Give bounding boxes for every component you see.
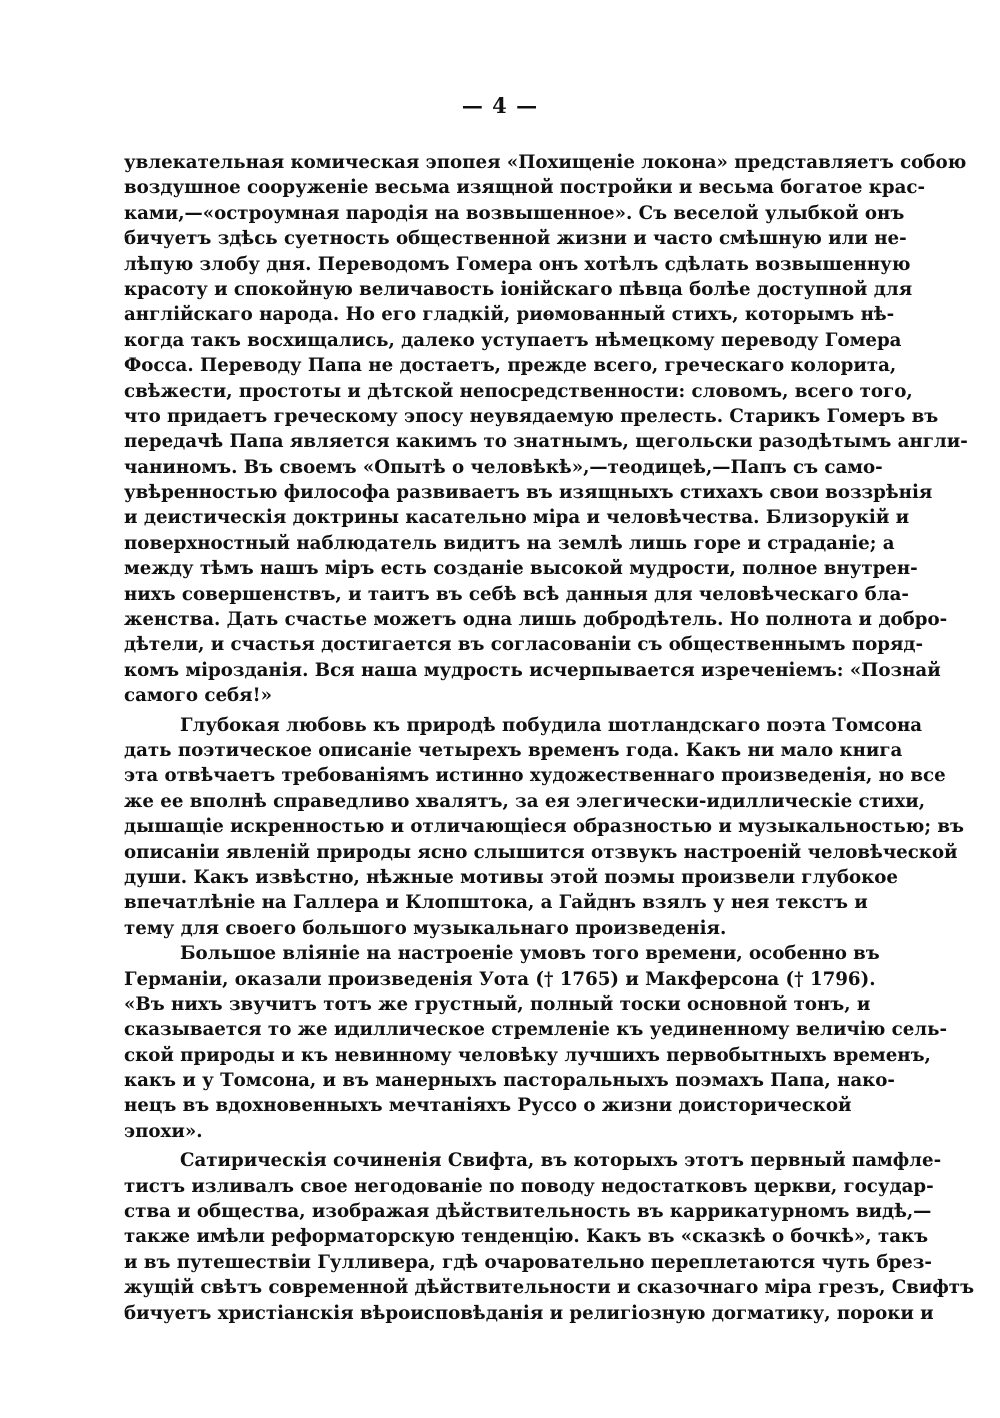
text-line: Германіи, оказали произведенія Уота († 1765) и Макферсона († 1796). (124, 968, 876, 990)
text-line: какъ и у Томсона, и въ манерныхъ пасторальныхъ поэмахъ Папа, нако- (124, 1070, 895, 1092)
text-line: комъ мірозданія. Вся наша мудрость исчерпывается изреченіемъ: «Познай (124, 659, 941, 681)
text-line: поверхностный наблюдатель видитъ на землѣ лишь горе и страданіе; а (124, 532, 895, 554)
text-line: женства. Дать счастье можетъ одна лишь добродѣтель. Но полнота и добро- (124, 609, 948, 631)
text-line: чаниномъ. Въ своемъ «Опытѣ о человѣкѣ»,—теодицеѣ,—Папъ съ само- (124, 456, 883, 478)
text-line: впечатлѣніе на Галлера и Клопштока, а Гайднъ взялъ у нея текстъ и (124, 892, 868, 914)
text-line: Фосса. Переводу Папа не достаетъ, прежде всего, греческаго колорита, (124, 355, 897, 377)
text-line: души. Какъ извѣстно, нѣжные мотивы этой поэмы произвели глубокое (124, 866, 898, 888)
text-line: тистъ изливалъ свое негодованіе по поводу недостатковъ церкви, государ- (124, 1175, 934, 1197)
text-line: нихъ совершенствъ, и таитъ въ себѣ всѣ данныя для человѣческаго бла- (124, 583, 909, 605)
text-line: между тѣмъ нашъ міръ есть созданіе высокой мудрости, полное внутрен- (124, 558, 918, 580)
text-line: Большое вліяніе на настроеніе умовъ того времени, особенно въ (180, 943, 880, 965)
text-line: же ее вполнѣ справедливо хвалятъ, за ея элегически-идиллическіе стихи, (124, 790, 926, 812)
text-line: бичуетъ здѣсь суетность общественной жизни и часто смѣшную или не- (124, 228, 907, 250)
text-line: тему для своего большого музыкальнаго произведенія. (124, 917, 727, 939)
page-number: — 4 — (461, 93, 539, 118)
text-line: нецъ въ вдохновенныхъ мечтаніяхъ Руссо о жизни доисторической (124, 1095, 852, 1117)
text-line: увѣренностью философа развиваетъ въ изящныхъ стихахъ свои воззрѣнія (124, 482, 933, 504)
text-line: дать поэтическое описаніе четырехъ временъ года. Какъ ни мало книга (124, 739, 903, 761)
text-line: Глубокая любовь къ природѣ побудила шотландскаго поэта Томсона (180, 714, 923, 736)
text-line: лѣпую злобу дня. Переводомъ Гомера онъ хотѣлъ сдѣлать возвышенную (124, 253, 911, 275)
text-line: свѣжести, простоты и дѣтской непосредственности: словомъ, всего того, (124, 380, 913, 402)
text-line: когда такъ восхищались, далеко уступаетъ нѣмецкому переводу Гомера (124, 329, 902, 351)
body-text (124, 150, 975, 1326)
paragraph-young-macpherson (124, 941, 947, 1144)
text-line: эпохи». (124, 1120, 203, 1142)
text-line: Сатирическія сочиненія Свифта, въ которыхъ этотъ первный памфле- (180, 1150, 942, 1172)
text-line: англійскаго народа. Но его гладкій, риѳмованный стихъ, которымъ нѣ- (124, 304, 895, 326)
text-line: передачѣ Папа является какимъ то знатнымъ, щегольски разодѣтымъ англи- (124, 431, 968, 453)
text-line: ства и общества, изображая дѣйствительность въ каррикатурномъ видѣ,— (124, 1201, 932, 1223)
text-line: и въ путешествіи Гулливера, гдѣ очаровательно переплетаются чуть брез- (124, 1251, 932, 1273)
paragraph-pope (124, 150, 968, 709)
text-line: и деистическія доктрины касательно міра и человѣчества. Близорукій и (124, 507, 910, 529)
text-line: сказывается то же идиллическое стремленіе къ уединенному величію сель- (124, 1019, 947, 1041)
text-line: красоту и спокойную величавость іонійскаго пѣвца болѣе доступной для (124, 278, 913, 300)
text-line: воздушное сооруженіе весьма изящной постройки и весьма богатое крас- (124, 177, 926, 199)
text-line: также имѣли реформаторскую тенденцію. Какъ въ «сказкѣ о бочкѣ», такъ (124, 1226, 929, 1248)
text-line: что придаетъ греческому эпосу неувядаемую прелесть. Старикъ Гомеръ въ (124, 405, 939, 427)
text-line: жущій свѣтъ современной дѣйствительности и сказочнаго міра грезъ, Свифтъ (124, 1277, 975, 1299)
text-line: дышащіе искренностью и отличающіеся образностью и музыкальностью; въ (124, 816, 964, 838)
text-line: эта отвѣчаетъ требованіямъ истинно художественнаго произведенія, но все (124, 765, 946, 787)
paragraph-swift (124, 1148, 975, 1326)
text-line: «Въ нихъ звучитъ тотъ же грустный, полный тоски основной тонъ, и (124, 993, 871, 1015)
text-line: дѣтели, и счастья достигается въ согласованіи съ общественнымъ поряд- (124, 634, 924, 656)
text-line: описаніи явленій природы ясно слышится отзвукъ настроеній человѣческой (124, 841, 958, 863)
paragraph-thomson (124, 713, 964, 942)
text-line: бичуетъ христіанскія вѣроисповѣданія и религіозную догматику, пороки и (124, 1302, 934, 1324)
text-line: увлекательная комическая эпопея «Похищеніе локона» представляетъ собою (124, 152, 967, 173)
text-line: ками,—«остроумная пародія на возвышенное». Съ веселой улыбкой онъ (124, 202, 905, 224)
text-line: ской природы и къ невинному человѣку лучшихъ первобытныхъ временъ, (124, 1044, 931, 1066)
text-line: самого себя!» (124, 685, 272, 707)
